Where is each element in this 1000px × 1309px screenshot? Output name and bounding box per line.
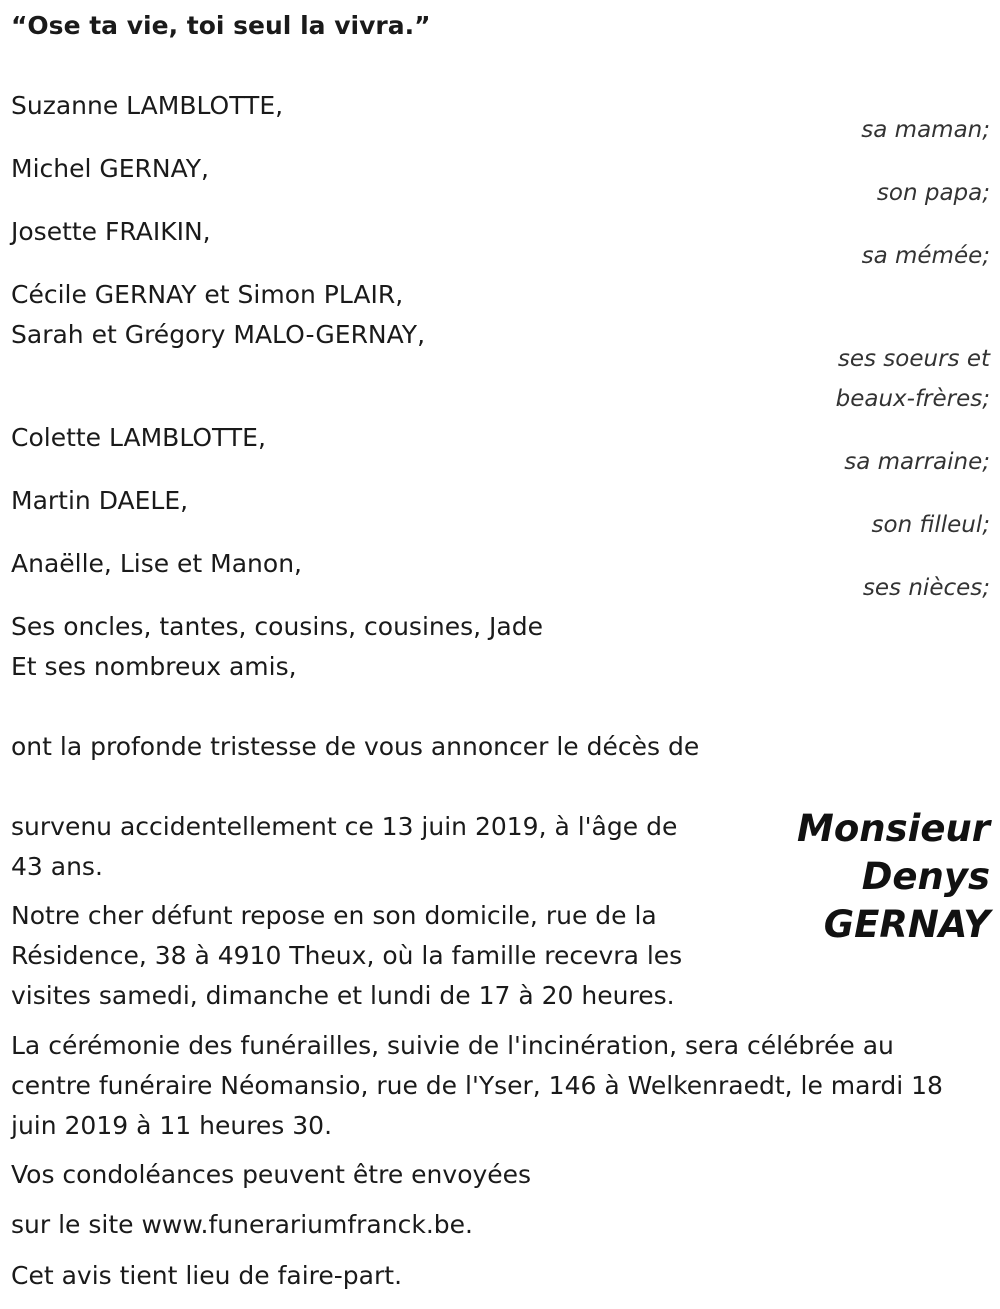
relation-sisters-line2: beaux-frères;	[835, 386, 990, 412]
deceased-title: Monsieur	[797, 807, 990, 850]
relation-nieces: ses nièces;	[862, 575, 990, 601]
family-name-nieces: Anaëlle, Lise et Manon,	[11, 549, 302, 578]
family-extended-line1: Ses oncles, tantes, cousins, cousines, Jade	[11, 612, 543, 641]
death-line-2: 43 ans.	[11, 852, 103, 881]
family-name-cecile: Cécile GERNAY et Simon PLAIR,	[11, 280, 404, 309]
notice: Cet avis tient lieu de faire-part.	[11, 1261, 403, 1290]
family-name-josette: Josette FRAIKIN,	[11, 217, 211, 246]
ceremony-line-1: La cérémonie des funérailles, suivie de l'incinération, sera célébrée au	[11, 1031, 894, 1060]
family-name-sarah: Sarah et Grégory MALO-GERNAY,	[11, 320, 426, 349]
quote: “Ose ta vie, toi seul la vivra.”	[11, 11, 431, 40]
family-name-martin: Martin DAELE,	[11, 486, 189, 515]
family-extended-line2: Et ses nombreux amis,	[11, 652, 297, 681]
family-name-colette: Colette LAMBLOTTE,	[11, 423, 266, 452]
relation-grandmother: sa mémée;	[861, 243, 990, 269]
family-name-suzanne: Suzanne LAMBLOTTE,	[11, 91, 284, 120]
condolences: Vos condoléances peuvent être envoyées	[11, 1160, 532, 1189]
ceremony-line-3: juin 2019 à 11 heures 30.	[11, 1111, 333, 1140]
rest-line-3: visites samedi, dimanche et lundi de 17 à 20 heures.	[11, 981, 675, 1010]
announcement: ont la profonde tristesse de vous annoncer le décès de	[11, 732, 700, 761]
deceased-name	[797, 805, 990, 949]
relation-sisters-line1: ses soeurs et	[837, 346, 990, 372]
deceased-first-name: Denys	[861, 855, 990, 898]
website: sur le site www.funerariumfranck.be.	[11, 1210, 473, 1239]
rest-line-2: Résidence, 38 à 4910 Theux, où la famille recevra les	[11, 941, 683, 970]
ceremony-line-2: centre funéraire Néomansio, rue de l'Yser, 146 à Welkenraedt, le mardi 18	[11, 1071, 943, 1100]
family-name-michel: Michel GERNAY,	[11, 154, 209, 183]
relation-father: son papa;	[876, 180, 990, 206]
death-line-1: survenu accidentellement ce 13 juin 2019, à l'âge de	[11, 812, 678, 841]
relation-godson: son filleul;	[871, 512, 990, 538]
relation-mother: sa maman;	[861, 117, 990, 143]
relation-godmother: sa marraine;	[844, 449, 990, 475]
rest-line-1: Notre cher défunt repose en son domicile, rue de la	[11, 901, 657, 930]
deceased-last-name: GERNAY	[823, 903, 990, 946]
